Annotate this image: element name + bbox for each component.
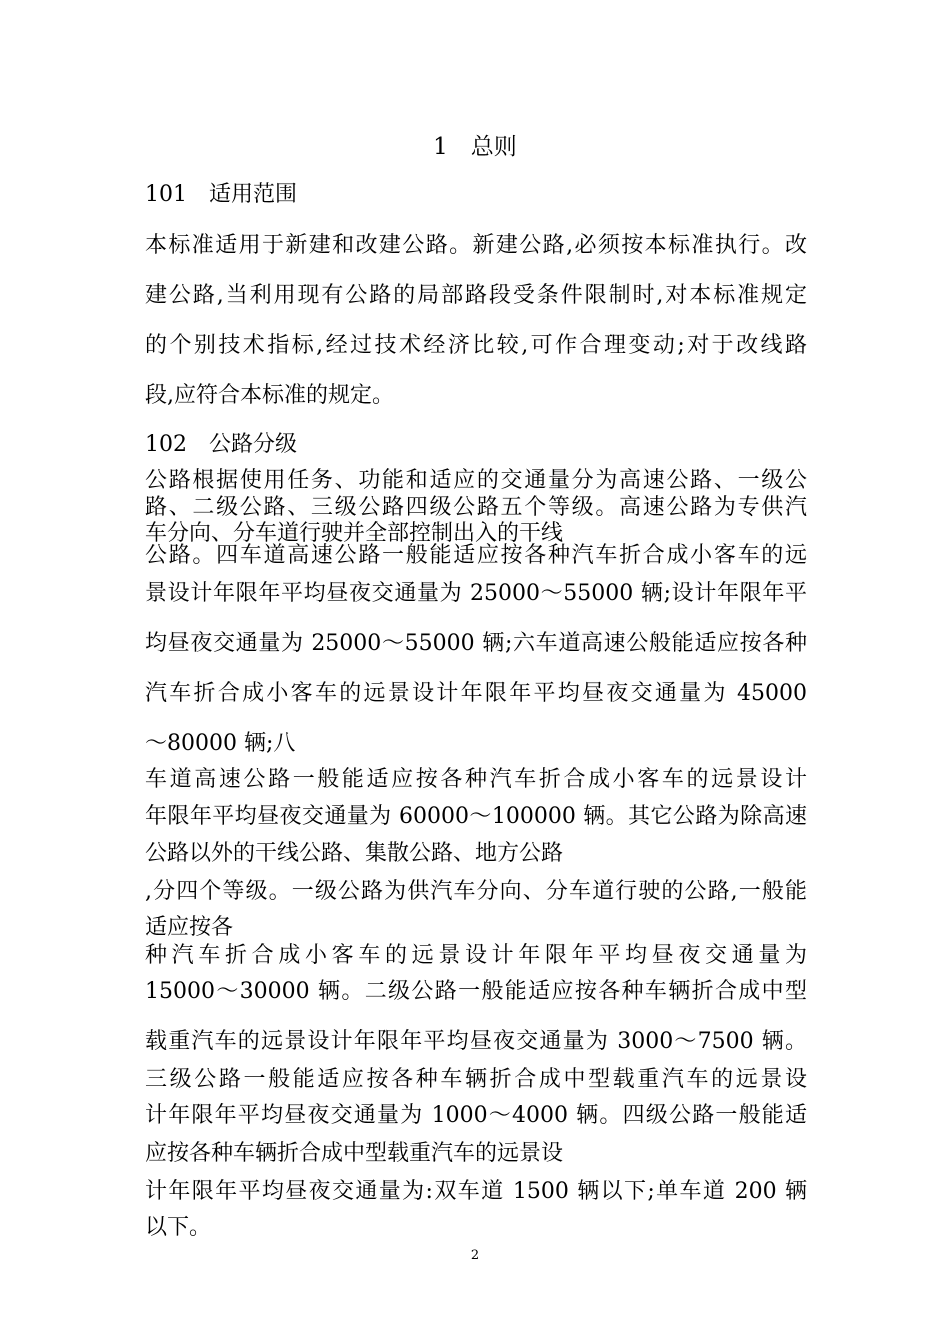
paragraph-line: 路、二级公路、三级公路四级公路五个等级。高速公路为专供汽: [145, 495, 807, 520]
paragraph-line: 景设计年限年平均昼夜交通量为 25000～55000 辆;设计年限年平: [145, 581, 807, 606]
page-number: 2: [470, 1248, 480, 1263]
paragraph-line: 公路以外的干线公路、集散公路、地方公路: [145, 841, 564, 866]
paragraph-line: 车分向、分车道行驶并全部控制出入的干线: [145, 521, 564, 546]
paragraph-line: ～80000 辆;八: [145, 731, 296, 756]
paragraph-line: 应按各种车辆折合成中型载重汽车的远景设: [145, 1141, 564, 1166]
paragraph-line: 种汽车折合成小客车的远景设计年限年平均昼夜交通量为: [145, 943, 807, 968]
paragraph-line: 年限年平均昼夜交通量为 60000～100000 辆。其它公路为除高速: [145, 804, 807, 829]
section-heading: 101 适用范围: [145, 182, 297, 207]
paragraph-line: ,分四个等级。一级公路为供汽车分向、分车道行驶的公路,一般能: [145, 879, 807, 904]
paragraph-line: 15000～30000 辆。二级公路一般能适应按各种车辆折合成中型: [145, 979, 807, 1004]
paragraph-line: 均昼夜交通量为 25000～55000 辆;六车道高速公般能适应按各种: [145, 631, 807, 656]
section-heading: 102 公路分级: [145, 432, 297, 457]
paragraph-line: 载重汽车的远景设计年限年平均昼夜交通量为 3000～7500 辆。: [145, 1029, 807, 1054]
paragraph-line: 公路。四车道高速公路一般能适应按各种汽车折合成小客车的远: [145, 543, 807, 568]
paragraph-line: 的个别技术指标,经过技术经济比较,可作合理变动;对于改线路: [145, 333, 807, 358]
paragraph-line: 本标准适用于新建和改建公路。新建公路,必须按本标准执行。改: [145, 233, 807, 258]
paragraph-line: 以下。: [145, 1215, 212, 1240]
paragraph-line: 三级公路一般能适应按各种车辆折合成中型载重汽车的远景设: [145, 1067, 807, 1092]
chapter-title: 1 总则: [433, 134, 517, 160]
paragraph-line: 汽车折合成小客车的远景设计年限年平均昼夜交通量为 45000: [145, 681, 807, 706]
paragraph-line: 适应按各: [145, 915, 234, 940]
paragraph-line: 建公路,当利用现有公路的局部路段受条件限制时,对本标准规定: [145, 283, 807, 308]
paragraph-line: 计年限年平均昼夜交通量为 1000～4000 辆。四级公路一般能适: [145, 1103, 807, 1128]
paragraph-line: 车道高速公路一般能适应按各种汽车折合成小客车的远景设计: [145, 767, 807, 792]
paragraph-line: 段,应符合本标准的规定。: [145, 383, 394, 408]
paragraph-line: 计年限年平均昼夜交通量为:双车道 1500 辆以下;单车道 200 辆: [145, 1179, 807, 1204]
paragraph-line: 公路根据使用任务、功能和适应的交通量分为高速公路、一级公: [145, 468, 807, 493]
